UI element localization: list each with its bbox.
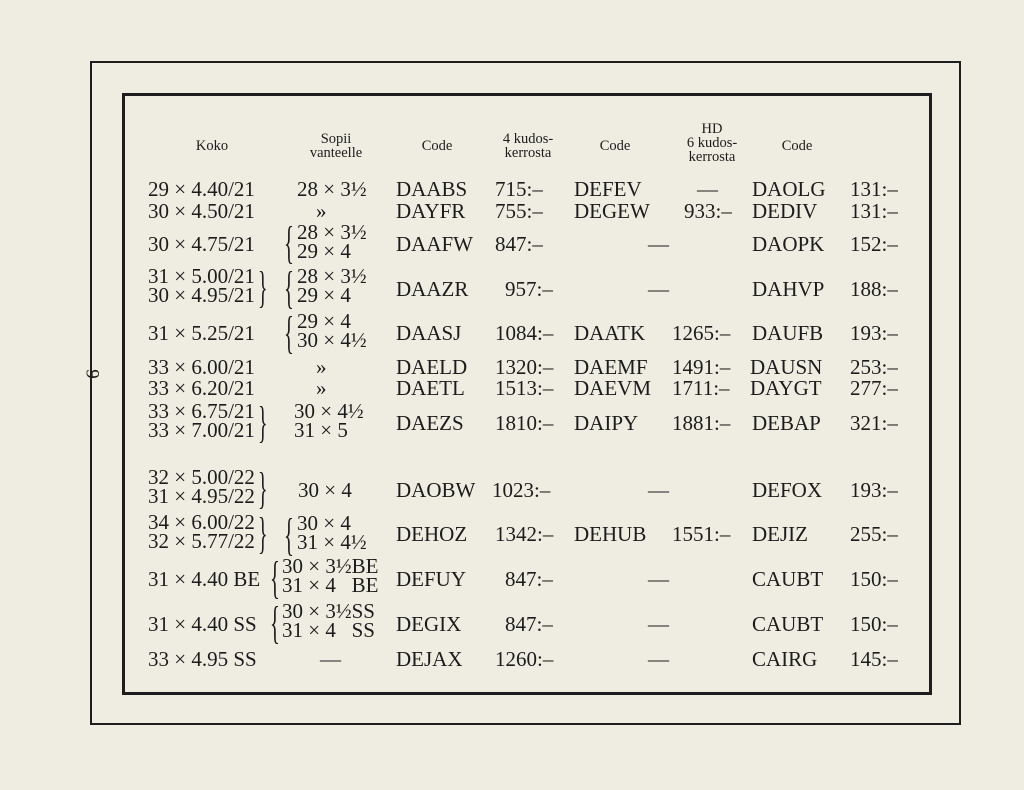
header-code-2: Code [599, 138, 631, 154]
header-code-3: Code [781, 138, 813, 154]
page-number: — 9 — [81, 333, 103, 421]
header-sopii: Sopii vanteelle [309, 131, 363, 161]
header-code-1: Code [421, 138, 453, 154]
header-hd: HD 6 kudos- kerrosta [686, 121, 738, 165]
header-4-kudos: 4 kudos- kerrosta [502, 131, 554, 161]
header-koko: Koko [195, 138, 229, 154]
